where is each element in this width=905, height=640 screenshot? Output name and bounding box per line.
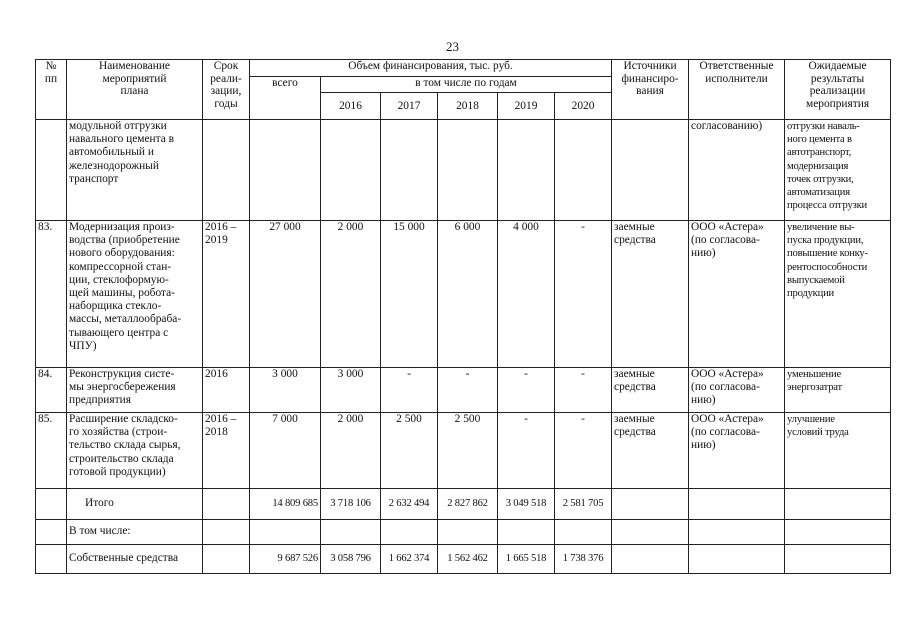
row-name: Расширение складско- го хозяйства (строи- тельство склада сырья, строительство склада готовой продукции) xyxy=(67,413,203,489)
row-2019: - xyxy=(498,413,555,489)
row-total: 7 000 xyxy=(250,413,321,489)
row-2019 xyxy=(498,120,555,221)
empty-cell xyxy=(36,489,67,520)
header-by-years: в том числе по годам xyxy=(321,77,612,93)
row-2018: 6 000 xyxy=(438,221,498,368)
empty-cell xyxy=(36,520,67,545)
row-result: уменьшение энергозатрат xyxy=(785,368,891,413)
header-year-2019: 2019 xyxy=(498,93,555,120)
empty-cell xyxy=(689,545,785,574)
row-2016: 2 000 xyxy=(321,413,381,489)
own-funds-label: Собственные средства xyxy=(67,545,203,574)
row-source: заемные средства xyxy=(612,368,689,413)
totals-2019: 3 049 518 xyxy=(498,489,555,520)
header-total: всего xyxy=(250,77,321,120)
empty-cell xyxy=(321,520,381,545)
row-2019: - xyxy=(498,368,555,413)
row-name: Реконструкция систе- мы энергосбережения предприятия xyxy=(67,368,203,413)
header-sources: Источники финансиро- вания xyxy=(612,60,689,120)
empty-cell xyxy=(36,545,67,574)
totals-2020: 2 581 705 xyxy=(555,489,612,520)
header-year-2017: 2017 xyxy=(381,93,438,120)
header-name: Наименование мероприятий плана xyxy=(67,60,203,120)
row-total: 3 000 xyxy=(250,368,321,413)
row-2017: 2 500 xyxy=(381,413,438,489)
empty-cell xyxy=(689,520,785,545)
including-label: В том числе: xyxy=(67,520,203,545)
row-source xyxy=(612,120,689,221)
row-2018: - xyxy=(438,368,498,413)
own-funds-2017: 1 662 374 xyxy=(381,545,438,574)
own-funds-2019: 1 665 518 xyxy=(498,545,555,574)
row-2017 xyxy=(381,120,438,221)
row-2017: 15 000 xyxy=(381,221,438,368)
empty-cell xyxy=(689,489,785,520)
empty-cell xyxy=(785,545,891,574)
row-responsible: согласованию) xyxy=(689,120,785,221)
row-2020 xyxy=(555,120,612,221)
row-2016: 3 000 xyxy=(321,368,381,413)
row-result: улучшение условий труда xyxy=(785,413,891,489)
header-volume: Объем финансирования, тыс. руб. xyxy=(250,60,612,77)
row-term: 2016 – 2019 xyxy=(203,221,250,368)
row-result: увеличение вы- пуска продукции, повышение конку- рентоспособности выпускаемой продукции xyxy=(785,221,891,368)
table-row xyxy=(36,221,891,368)
row-2017: - xyxy=(381,368,438,413)
empty-cell xyxy=(555,520,612,545)
row-num: 84. xyxy=(36,368,67,413)
row-2018 xyxy=(438,120,498,221)
table-row xyxy=(36,120,891,221)
row-num: 83. xyxy=(36,221,67,368)
row-responsible: ООО «Астера» (по согласова- нию) xyxy=(689,221,785,368)
header-responsible: Ответственные исполнители xyxy=(689,60,785,120)
own-funds-2020: 1 738 376 xyxy=(555,545,612,574)
row-total xyxy=(250,120,321,221)
empty-cell xyxy=(785,489,891,520)
own-funds-total: 9 687 526 xyxy=(250,545,321,574)
table-row xyxy=(36,413,891,489)
row-2016: 2 000 xyxy=(321,221,381,368)
row-responsible: ООО «Астера» (по согласова- нию) xyxy=(689,368,785,413)
header-results: Ожидаемые результаты реализации мероприятия xyxy=(785,60,891,120)
row-source: заемные средства xyxy=(612,221,689,368)
header-term: Срок реали- зации, годы xyxy=(203,60,250,120)
empty-cell xyxy=(250,520,321,545)
row-name: модульной отгрузки навального цемента в автомобильный и железнодорожный транспорт xyxy=(67,120,203,221)
own-funds-2016: 3 058 796 xyxy=(321,545,381,574)
row-2020: - xyxy=(555,368,612,413)
totals-label: Итого xyxy=(67,489,203,520)
row-2019: 4 000 xyxy=(498,221,555,368)
header-year-2018: 2018 xyxy=(438,93,498,120)
row-2020: - xyxy=(555,221,612,368)
empty-cell xyxy=(612,489,689,520)
empty-cell xyxy=(612,545,689,574)
totals-2018: 2 827 862 xyxy=(438,489,498,520)
including-row xyxy=(36,520,891,545)
totals-total: 14 809 685 xyxy=(250,489,321,520)
financing-plan-table xyxy=(35,59,891,574)
header-num: № пп xyxy=(36,60,67,120)
row-result: отгрузки наваль- ного цемента в автотранспорт, модернизация точек отгрузки, автоматизация процесса отгрузки xyxy=(785,120,891,221)
totals-row xyxy=(36,489,891,520)
empty-cell xyxy=(381,520,438,545)
empty-cell xyxy=(498,520,555,545)
row-term: 2016 – 2018 xyxy=(203,413,250,489)
row-term: 2016 xyxy=(203,368,250,413)
empty-cell xyxy=(203,520,250,545)
row-2016 xyxy=(321,120,381,221)
table-row xyxy=(36,368,891,413)
row-name: Модернизация произ- водства (приобретение нового оборудования: компрессорной стан- ции, стеклоформую- щей машины, робота- наборщика стекло- массы, металлообраба- тывающего центра с ЧПУ) xyxy=(67,221,203,368)
row-total: 27 000 xyxy=(250,221,321,368)
header-year-2020: 2020 xyxy=(555,93,612,120)
totals-2017: 2 632 494 xyxy=(381,489,438,520)
own-funds-row xyxy=(36,545,891,574)
empty-cell xyxy=(785,520,891,545)
row-term xyxy=(203,120,250,221)
row-num: 85. xyxy=(36,413,67,489)
row-num xyxy=(36,120,67,221)
empty-cell xyxy=(203,489,250,520)
own-funds-2018: 1 562 462 xyxy=(438,545,498,574)
header-row-1 xyxy=(36,60,891,77)
row-source: заемные средства xyxy=(612,413,689,489)
header-year-2016: 2016 xyxy=(321,93,381,120)
empty-cell xyxy=(203,545,250,574)
empty-cell xyxy=(438,520,498,545)
row-responsible: ООО «Астера» (по согласова- нию) xyxy=(689,413,785,489)
row-2018: 2 500 xyxy=(438,413,498,489)
page-number: 23 xyxy=(446,39,459,54)
empty-cell xyxy=(612,520,689,545)
totals-2016: 3 718 106 xyxy=(321,489,381,520)
row-2020: - xyxy=(555,413,612,489)
